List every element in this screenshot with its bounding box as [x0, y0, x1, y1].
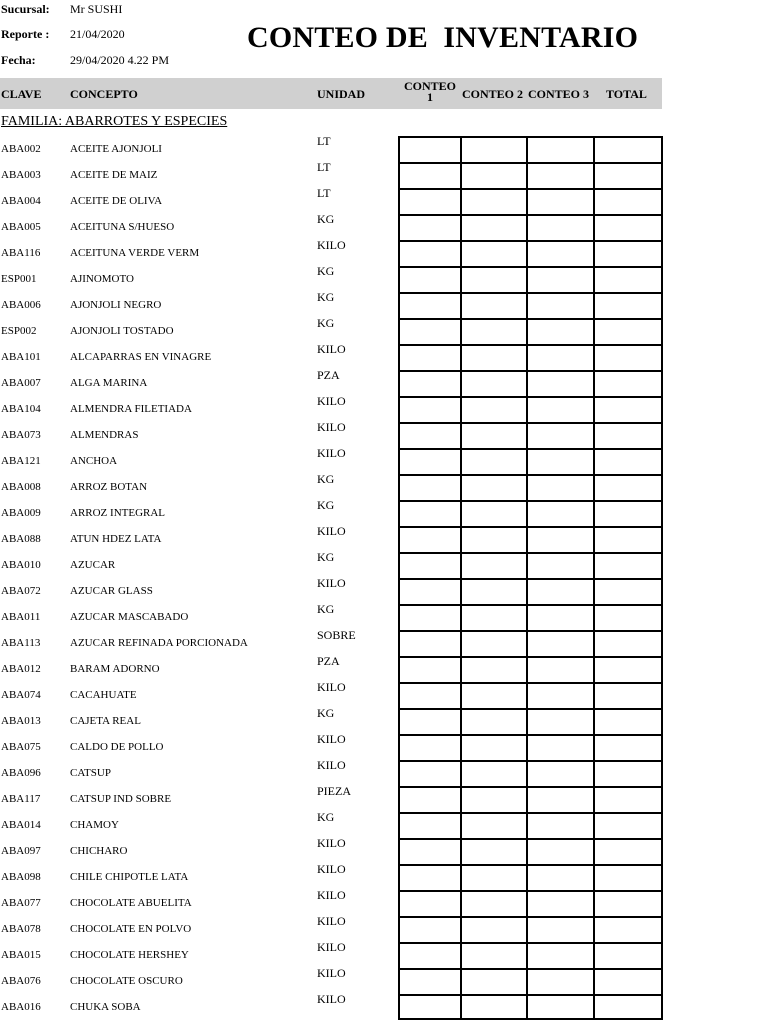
item-row [0, 994, 398, 1020]
conteo1-cell[interactable] [400, 190, 460, 214]
item-concepto: ACEITE DE OLIVA [70, 195, 163, 207]
item-unidad: KILO [317, 914, 346, 928]
conteo2-cell[interactable] [462, 476, 526, 500]
conteo3-cell[interactable] [528, 788, 593, 812]
conteo3-cell[interactable] [528, 372, 593, 396]
item-clave: ABA075 [1, 741, 41, 753]
total-cell[interactable] [595, 944, 661, 968]
item-unidad: LT [317, 186, 331, 200]
conteo1-cell[interactable] [400, 346, 460, 370]
conteo3-cell[interactable] [528, 684, 593, 708]
item-concepto: ALGA MARINA [70, 377, 148, 389]
item-concepto: ARROZ INTEGRAL [70, 507, 166, 519]
conteo3-cell[interactable] [528, 606, 593, 630]
conteo1-cell[interactable] [400, 294, 460, 318]
fecha-value: 29/04/2020 4.22 PM [70, 53, 170, 67]
item-concepto: AZUCAR GLASS [70, 585, 153, 597]
item-clave: ABA073 [1, 429, 41, 441]
item-unidad: KG [317, 810, 335, 824]
conteo2-cell[interactable] [462, 190, 526, 214]
item-clave: ABA101 [1, 351, 41, 363]
conteo2-cell[interactable] [462, 216, 526, 240]
conteo2-cell[interactable] [462, 398, 526, 422]
item-clave: ABA012 [1, 663, 41, 675]
count-grid [398, 136, 663, 1020]
item-unidad: KG [317, 706, 335, 720]
item-concepto: ALMENDRAS [70, 429, 139, 441]
item-clave: ABA074 [1, 689, 41, 701]
conteo3-cell[interactable] [528, 528, 593, 552]
conteo1-cell[interactable] [400, 320, 460, 344]
item-concepto: CALDO DE POLLO [70, 741, 164, 753]
item-row [0, 578, 398, 604]
item-row [0, 396, 398, 422]
item-unidad: KILO [317, 888, 346, 902]
total-cell[interactable] [595, 580, 661, 604]
conteo1-cell[interactable] [400, 424, 460, 448]
conteo3-cell[interactable] [528, 840, 593, 864]
item-concepto: AZUCAR REFINADA PORCIONADA [70, 637, 248, 649]
item-concepto: ACEITE AJONJOLI [70, 143, 162, 155]
item-unidad: PZA [317, 654, 340, 668]
item-clave: ABA116 [1, 247, 41, 259]
item-concepto: AJINOMOTO [70, 273, 134, 285]
conteo2-cell[interactable] [462, 736, 526, 760]
conteo3-cell[interactable] [528, 138, 593, 162]
item-row [0, 682, 398, 708]
conteo2-cell[interactable] [462, 424, 526, 448]
sucursal-value: Mr SUSHI [70, 2, 123, 16]
item-unidad: KILO [317, 758, 346, 772]
header-conteo2: CONTEO 2 [462, 87, 524, 101]
header-conteo1 [400, 81, 460, 103]
item-concepto: CHOCOLATE HERSHEY [70, 949, 189, 961]
total-cell[interactable] [595, 320, 661, 344]
conteo3-cell[interactable] [528, 476, 593, 500]
reporte-value: 21/04/2020 [70, 27, 125, 41]
total-cell[interactable] [595, 658, 661, 682]
item-row [0, 604, 398, 630]
conteo1-cell[interactable] [400, 216, 460, 240]
item-concepto: CAJETA REAL [70, 715, 141, 727]
header-total: TOTAL [606, 87, 647, 101]
total-cell[interactable] [595, 684, 661, 708]
conteo2-cell[interactable] [462, 970, 526, 994]
item-concepto: ACEITE DE MAIZ [70, 169, 158, 181]
item-clave: ABA002 [1, 143, 41, 155]
item-unidad: KILO [317, 238, 346, 252]
item-concepto: ACEITUNA S/HUESO [70, 221, 175, 233]
conteo3-cell[interactable] [528, 450, 593, 474]
conteo3-cell[interactable] [528, 268, 593, 292]
item-unidad: KILO [317, 966, 346, 980]
conteo3-cell[interactable] [528, 996, 593, 1020]
conteo1-cell[interactable] [400, 684, 460, 708]
item-concepto: CHOCOLATE OSCURO [70, 975, 183, 987]
item-clave: ABA014 [1, 819, 41, 831]
conteo1-cell[interactable] [400, 502, 460, 526]
total-cell[interactable] [595, 424, 661, 448]
conteo3-cell[interactable] [528, 632, 593, 656]
conteo1-cell[interactable] [400, 788, 460, 812]
conteo2-cell[interactable] [462, 138, 526, 162]
conteo3-cell[interactable] [528, 502, 593, 526]
item-clave: ABA077 [1, 897, 41, 909]
conteo3-cell[interactable] [528, 736, 593, 760]
item-clave: ABA011 [1, 611, 41, 623]
item-row [0, 812, 398, 838]
item-clave: ABA010 [1, 559, 41, 571]
header-conteo1-line1: CONTEO [403, 79, 456, 93]
item-clave: ABA104 [1, 403, 41, 415]
conteo1-cell[interactable] [400, 658, 460, 682]
item-clave: ESP002 [1, 325, 37, 337]
item-unidad: KILO [317, 732, 346, 746]
item-row [0, 526, 398, 552]
conteo2-cell[interactable] [462, 164, 526, 188]
item-clave: ABA117 [1, 793, 41, 805]
item-row [0, 266, 398, 292]
item-row [0, 786, 398, 812]
conteo3-cell[interactable] [528, 346, 593, 370]
item-row [0, 500, 398, 526]
item-concepto: CATSUP [70, 767, 111, 779]
conteo2-cell[interactable] [462, 710, 526, 734]
item-clave: ABA098 [1, 871, 41, 883]
item-unidad: KILO [317, 420, 346, 434]
item-row [0, 344, 398, 370]
conteo2-cell[interactable] [462, 996, 526, 1020]
conteo2-cell[interactable] [462, 788, 526, 812]
reporte-label: Reporte : [1, 27, 50, 41]
item-clave: ABA097 [1, 845, 41, 857]
item-unidad: KILO [317, 992, 346, 1006]
item-concepto: CHOCOLATE EN POLVO [70, 923, 192, 935]
item-unidad: KG [317, 498, 335, 512]
item-concepto: AJONJOLI NEGRO [70, 299, 162, 311]
item-row [0, 448, 398, 474]
conteo3-cell[interactable] [528, 164, 593, 188]
item-concepto: CHAMOY [70, 819, 119, 831]
conteo1-cell[interactable] [400, 242, 460, 266]
item-row [0, 942, 398, 968]
conteo3-cell[interactable] [528, 424, 593, 448]
page-title: CONTEO DE INVENTARIO [247, 21, 639, 54]
item-concepto: CHOCOLATE ABUELITA [70, 897, 192, 909]
conteo2-cell[interactable] [462, 606, 526, 630]
item-unidad: KG [317, 290, 335, 304]
total-cell[interactable] [595, 736, 661, 760]
conteo1-cell[interactable] [400, 632, 460, 656]
total-cell[interactable] [595, 554, 661, 578]
conteo1-cell[interactable] [400, 710, 460, 734]
conteo3-cell[interactable] [528, 190, 593, 214]
total-cell[interactable] [595, 138, 661, 162]
header-clave: CLAVE [1, 87, 42, 101]
total-cell[interactable] [595, 788, 661, 812]
item-concepto: AZUCAR MASCABADO [70, 611, 189, 623]
conteo3-cell[interactable] [528, 866, 593, 890]
item-unidad: KG [317, 212, 335, 226]
item-row [0, 422, 398, 448]
total-cell[interactable] [595, 242, 661, 266]
item-row [0, 630, 398, 656]
total-cell[interactable] [595, 294, 661, 318]
conteo2-cell[interactable] [462, 580, 526, 604]
total-cell[interactable] [595, 632, 661, 656]
conteo3-cell[interactable] [528, 580, 593, 604]
conteo3-cell[interactable] [528, 242, 593, 266]
conteo1-cell[interactable] [400, 372, 460, 396]
item-clave: ABA015 [1, 949, 41, 961]
conteo2-cell[interactable] [462, 892, 526, 916]
item-clave: ABA072 [1, 585, 41, 597]
item-clave: ESP001 [1, 273, 37, 285]
conteo2-cell[interactable] [462, 528, 526, 552]
conteo2-cell[interactable] [462, 814, 526, 838]
item-clave: ABA008 [1, 481, 41, 493]
conteo2-cell[interactable] [462, 268, 526, 292]
item-concepto: BARAM ADORNO [70, 663, 160, 675]
item-clave: ABA113 [1, 637, 41, 649]
item-row [0, 188, 398, 214]
item-unidad: KG [317, 316, 335, 330]
item-clave: ABA003 [1, 169, 41, 181]
conteo2-cell[interactable] [462, 294, 526, 318]
conteo1-cell[interactable] [400, 944, 460, 968]
item-unidad: KILO [317, 394, 346, 408]
header-unidad: UNIDAD [317, 87, 365, 101]
conteo1-cell[interactable] [400, 164, 460, 188]
conteo1-cell[interactable] [400, 398, 460, 422]
item-row [0, 240, 398, 266]
conteo2-cell[interactable] [462, 684, 526, 708]
item-unidad: KG [317, 550, 335, 564]
item-unidad: KG [317, 472, 335, 486]
conteo3-cell[interactable] [528, 814, 593, 838]
item-unidad: LT [317, 134, 331, 148]
conteo1-cell[interactable] [400, 970, 460, 994]
conteo1-cell[interactable] [400, 762, 460, 786]
item-unidad: KILO [317, 576, 346, 590]
total-cell[interactable] [595, 216, 661, 240]
conteo1-cell[interactable] [400, 268, 460, 292]
item-unidad: KG [317, 602, 335, 616]
item-unidad: PZA [317, 368, 340, 382]
item-clave: ABA096 [1, 767, 41, 779]
total-cell[interactable] [595, 450, 661, 474]
conteo3-cell[interactable] [528, 216, 593, 240]
item-clave: ABA078 [1, 923, 41, 935]
total-cell[interactable] [595, 996, 661, 1020]
conteo1-cell[interactable] [400, 138, 460, 162]
conteo2-cell[interactable] [462, 242, 526, 266]
conteo2-cell[interactable] [462, 762, 526, 786]
item-concepto: CHUKA SOBA [70, 1001, 141, 1013]
column-header-bar [0, 78, 662, 109]
item-row [0, 136, 398, 162]
header-conteo3: CONTEO 3 [528, 87, 590, 101]
total-cell[interactable] [595, 970, 661, 994]
item-clave: ABA004 [1, 195, 41, 207]
item-row [0, 552, 398, 578]
item-row [0, 734, 398, 760]
conteo1-cell[interactable] [400, 450, 460, 474]
total-cell[interactable] [595, 476, 661, 500]
total-cell[interactable] [595, 762, 661, 786]
item-concepto: CACAHUATE [70, 689, 137, 701]
total-cell[interactable] [595, 710, 661, 734]
item-unidad: KILO [317, 446, 346, 460]
item-row [0, 370, 398, 396]
total-cell[interactable] [595, 190, 661, 214]
conteo1-cell[interactable] [400, 736, 460, 760]
conteo2-cell[interactable] [462, 866, 526, 890]
total-cell[interactable] [595, 840, 661, 864]
item-unidad: KILO [317, 862, 346, 876]
conteo3-cell[interactable] [528, 320, 593, 344]
family-heading: FAMILIA: ABARROTES Y ESPECIES [1, 114, 228, 129]
conteo3-cell[interactable] [528, 762, 593, 786]
conteo3-cell[interactable] [528, 398, 593, 422]
conteo1-cell[interactable] [400, 606, 460, 630]
total-cell[interactable] [595, 346, 661, 370]
conteo3-cell[interactable] [528, 554, 593, 578]
conteo1-cell[interactable] [400, 528, 460, 552]
conteo1-cell[interactable] [400, 996, 460, 1020]
item-unidad: LT [317, 160, 331, 174]
item-row [0, 916, 398, 942]
total-cell[interactable] [595, 164, 661, 188]
conteo3-cell[interactable] [528, 918, 593, 942]
item-concepto: ACEITUNA VERDE VERM [70, 247, 200, 259]
conteo3-cell[interactable] [528, 658, 593, 682]
sucursal-label: Sucursal: [1, 2, 50, 16]
conteo2-cell[interactable] [462, 346, 526, 370]
conteo2-cell[interactable] [462, 320, 526, 344]
item-unidad: KILO [317, 524, 346, 538]
item-unidad: KILO [317, 680, 346, 694]
item-clave: ABA088 [1, 533, 41, 545]
total-cell[interactable] [595, 892, 661, 916]
item-row [0, 708, 398, 734]
item-clave: ABA121 [1, 455, 41, 467]
item-row [0, 760, 398, 786]
conteo3-cell[interactable] [528, 944, 593, 968]
total-cell[interactable] [595, 918, 661, 942]
conteo1-cell[interactable] [400, 476, 460, 500]
conteo1-cell[interactable] [400, 580, 460, 604]
item-concepto: CATSUP IND SOBRE [70, 793, 172, 805]
header-conteo1-line2: 1 [427, 90, 433, 104]
item-row [0, 890, 398, 916]
conteo2-cell[interactable] [462, 918, 526, 942]
item-unidad: KILO [317, 940, 346, 954]
item-row [0, 474, 398, 500]
item-concepto: ATUN HDEZ LATA [70, 533, 162, 545]
conteo3-cell[interactable] [528, 294, 593, 318]
total-cell[interactable] [595, 502, 661, 526]
item-row [0, 318, 398, 344]
item-row [0, 968, 398, 994]
conteo2-cell[interactable] [462, 502, 526, 526]
item-row [0, 656, 398, 682]
item-unidad: SOBRE [317, 628, 356, 642]
total-cell[interactable] [595, 814, 661, 838]
total-cell[interactable] [595, 866, 661, 890]
item-clave: ABA009 [1, 507, 41, 519]
header-concepto: CONCEPTO [70, 87, 138, 101]
conteo2-cell[interactable] [462, 632, 526, 656]
conteo1-cell[interactable] [400, 892, 460, 916]
item-concepto: ALCAPARRAS EN VINAGRE [70, 351, 212, 363]
item-concepto: CHILE CHIPOTLE LATA [70, 871, 189, 883]
item-row [0, 214, 398, 240]
fecha-label: Fecha: [1, 53, 36, 67]
total-cell[interactable] [595, 606, 661, 630]
conteo2-cell[interactable] [462, 944, 526, 968]
item-clave: ABA005 [1, 221, 41, 233]
conteo2-cell[interactable] [462, 450, 526, 474]
item-unidad: PIEZA [317, 784, 351, 798]
conteo1-cell[interactable] [400, 840, 460, 864]
item-concepto: CHICHARO [70, 845, 128, 857]
conteo2-cell[interactable] [462, 554, 526, 578]
item-row [0, 162, 398, 188]
item-concepto: AJONJOLI TOSTADO [70, 325, 174, 337]
item-concepto: ANCHOA [70, 455, 118, 467]
conteo3-cell[interactable] [528, 892, 593, 916]
item-clave: ABA016 [1, 1001, 41, 1013]
conteo1-cell[interactable] [400, 866, 460, 890]
total-cell[interactable] [595, 528, 661, 552]
item-clave: ABA013 [1, 715, 41, 727]
conteo3-cell[interactable] [528, 710, 593, 734]
item-clave: ABA007 [1, 377, 41, 389]
conteo2-cell[interactable] [462, 658, 526, 682]
conteo3-cell[interactable] [528, 970, 593, 994]
item-row [0, 292, 398, 318]
item-unidad: KG [317, 264, 335, 278]
item-concepto: ARROZ BOTAN [70, 481, 148, 493]
conteo2-cell[interactable] [462, 372, 526, 396]
item-row [0, 864, 398, 890]
conteo1-cell[interactable] [400, 814, 460, 838]
item-concepto: ALMENDRA FILETIADA [70, 403, 192, 415]
total-cell[interactable] [595, 268, 661, 292]
item-row [0, 838, 398, 864]
item-unidad: KILO [317, 342, 346, 356]
conteo2-cell[interactable] [462, 840, 526, 864]
item-unidad: KILO [317, 836, 346, 850]
item-clave: ABA006 [1, 299, 41, 311]
conteo1-cell[interactable] [400, 918, 460, 942]
item-concepto: AZUCAR [70, 559, 116, 571]
conteo1-cell[interactable] [400, 554, 460, 578]
total-cell[interactable] [595, 398, 661, 422]
item-clave: ABA076 [1, 975, 41, 987]
total-cell[interactable] [595, 372, 661, 396]
